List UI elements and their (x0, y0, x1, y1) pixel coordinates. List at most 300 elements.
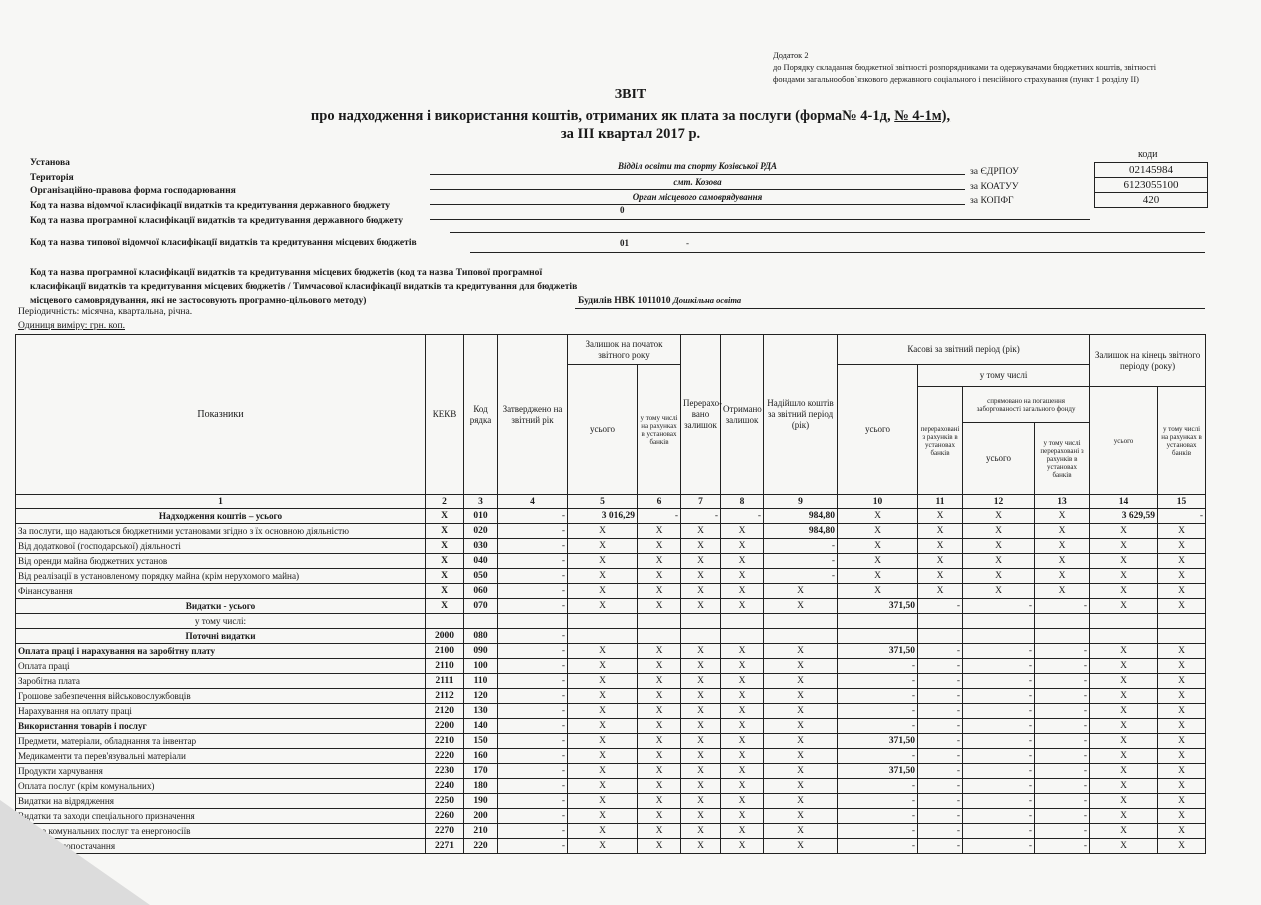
cell-c10: 371,50 (838, 644, 918, 659)
cell-c9: X (764, 734, 838, 749)
cell-c10: X (838, 569, 918, 584)
cell-c11: - (918, 779, 963, 794)
cell-c12: X (963, 584, 1035, 599)
cell-c11: X (918, 539, 963, 554)
table-body (16, 509, 1206, 854)
table-row (16, 779, 1206, 794)
cell-c7: X (681, 644, 721, 659)
institution-label: Установа (30, 157, 70, 168)
cell-c8: X (721, 749, 764, 764)
cell-c7: X (681, 524, 721, 539)
cell-c14: X (1090, 659, 1158, 674)
cell-c11: - (918, 764, 963, 779)
row-indicator-name: Оплата праці і нарахування на заробітну плату (16, 644, 426, 659)
cell-c13: X (1035, 569, 1090, 584)
legal-form-label: Організаційно-правова форма господарювання (30, 185, 236, 196)
cell-c5 (568, 614, 638, 629)
cell-c13 (1035, 629, 1090, 644)
report-table (15, 334, 1206, 854)
cell-c5: X (568, 659, 638, 674)
cell-code: 170 (464, 764, 498, 779)
row-indicator-name: Видатки та заходи спеціального призначення (16, 809, 426, 824)
koatuu-label: за КОАТУУ (970, 181, 1019, 192)
cell-code: 020 (464, 524, 498, 539)
cell-c7: X (681, 779, 721, 794)
cell-c6 (638, 629, 681, 644)
cell-c15: X (1158, 659, 1206, 674)
cell-kekv: X (426, 584, 464, 599)
cell-c12: - (963, 824, 1035, 839)
cell-code: 140 (464, 719, 498, 734)
cell-c14: X (1090, 824, 1158, 839)
cell-c13: - (1035, 674, 1090, 689)
cell-c8: X (721, 674, 764, 689)
cell-c14: X (1090, 674, 1158, 689)
cell-c5 (568, 629, 638, 644)
cell-c12: - (963, 689, 1035, 704)
cell-kekv: 2270 (426, 824, 464, 839)
cell-c9: X (764, 779, 838, 794)
cell-c6: X (638, 704, 681, 719)
cell-c12: - (963, 644, 1035, 659)
cell-c11: - (918, 719, 963, 734)
cell-c5: X (568, 824, 638, 839)
local-prog-name: Дошкільна освіта (672, 295, 742, 305)
col-approved: Затверджено на звітний рік (498, 335, 568, 495)
cell-c8: X (721, 794, 764, 809)
column-number: 8 (721, 495, 764, 509)
cell-c4: - (498, 569, 568, 584)
cell-c14: 3 629,59 (1090, 509, 1158, 524)
cell-c4: - (498, 584, 568, 599)
cell-kekv: 2260 (426, 809, 464, 824)
cell-kekv: 2271 (426, 839, 464, 854)
column-number: 1 (16, 495, 426, 509)
cell-c13: - (1035, 779, 1090, 794)
cell-c12: X (963, 509, 1035, 524)
cell-c6: X (638, 524, 681, 539)
column-number: 13 (1035, 495, 1090, 509)
table-row (16, 509, 1206, 524)
cell-c15: X (1158, 689, 1206, 704)
table-row (16, 584, 1206, 599)
cell-c8: X (721, 779, 764, 794)
cell-c15: X (1158, 764, 1206, 779)
cell-c7 (681, 629, 721, 644)
cell-c11 (918, 629, 963, 644)
cell-c15: X (1158, 734, 1206, 749)
cell-c6: X (638, 824, 681, 839)
cell-c10: - (838, 689, 918, 704)
cell-c15: X (1158, 749, 1206, 764)
cell-c13: - (1035, 809, 1090, 824)
cell-c6: X (638, 569, 681, 584)
cell-code: 130 (464, 704, 498, 719)
cell-c10: X (838, 539, 918, 554)
cell-c13: X (1035, 584, 1090, 599)
cell-c5: X (568, 764, 638, 779)
column-number: 3 (464, 495, 498, 509)
column-number: 15 (1158, 495, 1206, 509)
cell-c11: - (918, 749, 963, 764)
cell-c15: X (1158, 554, 1206, 569)
cell-c9: X (764, 764, 838, 779)
col-end-incl: у тому числі на рахунках в установах банків (1158, 387, 1206, 495)
cell-c4: - (498, 704, 568, 719)
kopfg-code: 420 (1094, 192, 1208, 208)
cell-c13: - (1035, 719, 1090, 734)
cell-c11: X (918, 584, 963, 599)
cell-c6: X (638, 539, 681, 554)
cell-kekv: 2112 (426, 689, 464, 704)
cell-c11: - (918, 839, 963, 854)
cell-c11: - (918, 674, 963, 689)
cell-c14 (1090, 614, 1158, 629)
table-row (16, 734, 1206, 749)
cell-c8: X (721, 764, 764, 779)
col-balance-end: Залишок на кінець звітного періоду (року) (1090, 335, 1206, 387)
row-indicator-name: Від реалізації в установленому порядку майна (крім нерухомого майна) (16, 569, 426, 584)
report-period: за III квартал 2017 р. (560, 126, 701, 142)
cell-c13: - (1035, 704, 1090, 719)
cell-c10: 371,50 (838, 764, 918, 779)
cell-c10: 371,50 (838, 734, 918, 749)
cell-c5: X (568, 644, 638, 659)
cell-c9 (764, 629, 838, 644)
cell-c4: - (498, 809, 568, 824)
row-indicator-name: Від оренди майна бюджетних установ (16, 554, 426, 569)
cell-c15: X (1158, 794, 1206, 809)
periodicity: Періодичність: місячна, квартальна, річна. (18, 306, 193, 317)
cell-c14: X (1090, 584, 1158, 599)
col-balance-start-total: усього (568, 365, 638, 495)
row-indicator-name: Оплата праці (16, 659, 426, 674)
table-row (16, 599, 1206, 614)
cell-code: 030 (464, 539, 498, 554)
cell-c11: X (918, 524, 963, 539)
cell-c6: X (638, 599, 681, 614)
cell-code: 100 (464, 659, 498, 674)
cell-c5: X (568, 794, 638, 809)
cell-code: 110 (464, 674, 498, 689)
cell-c6: X (638, 794, 681, 809)
folded-corner (0, 800, 150, 905)
cell-kekv: 2100 (426, 644, 464, 659)
cell-kekv: X (426, 524, 464, 539)
local-prog-label: Код та назва програмної класифікації видатків та кредитування місцевих бюджетів (код та назва Типової програмної класифікації видатків та кредитування місцевих бюджетів / Тимчасової класифікації видатків та кредитування для бюджетів місцевого самоврядування, які не застосовують програмно-цільового методу) (30, 267, 578, 306)
cell-c6: - (638, 509, 681, 524)
cell-c11: - (918, 734, 963, 749)
report-subtitle (0, 108, 1261, 125)
cell-c15: X (1158, 809, 1206, 824)
cell-c10: X (838, 509, 918, 524)
territory-value: смт. Козова (673, 177, 722, 187)
cell-c4: - (498, 719, 568, 734)
col-received: Отримано залишок (721, 335, 764, 495)
cell-c9: - (764, 554, 838, 569)
cell-c7 (681, 614, 721, 629)
cell-code: 060 (464, 584, 498, 599)
cell-kekv: 2220 (426, 749, 464, 764)
cell-c9: X (764, 599, 838, 614)
cell-c6: X (638, 839, 681, 854)
cell-c10: - (838, 749, 918, 764)
cell-c12: - (963, 809, 1035, 824)
legal-form-value: Орган місцевого самоврядування (632, 192, 763, 202)
cell-c5: X (568, 584, 638, 599)
cell-c12: - (963, 839, 1035, 854)
cell-kekv: X (426, 554, 464, 569)
table-row (16, 704, 1206, 719)
institution-underline (430, 174, 965, 175)
cell-c14: X (1090, 704, 1158, 719)
row-indicator-name: Поточні видатки (16, 629, 426, 644)
cell-c7: X (681, 659, 721, 674)
cell-c14 (1090, 629, 1158, 644)
typical-class-value: 01 (620, 238, 629, 248)
cell-c7: X (681, 584, 721, 599)
cell-c5: X (568, 719, 638, 734)
cell-c12 (963, 629, 1035, 644)
cell-kekv (426, 614, 464, 629)
cell-c8 (721, 629, 764, 644)
local-prog-value (578, 295, 741, 306)
col-transferred-bank: перераховані з рахунків в установах банків (918, 387, 963, 495)
cell-c14: X (1090, 689, 1158, 704)
cell-c9: X (764, 659, 838, 674)
report-title: ЗВІТ (614, 87, 647, 102)
col-balance-start: Залишок на початок звітного року (568, 335, 681, 365)
row-indicator-name: Грошове забезпечення військовослужбовців (16, 689, 426, 704)
cell-code: 010 (464, 509, 498, 524)
cell-c15: X (1158, 779, 1206, 794)
cell-kekv: 2250 (426, 794, 464, 809)
cell-c4: - (498, 509, 568, 524)
column-number: 11 (918, 495, 963, 509)
cell-code: 150 (464, 734, 498, 749)
cell-c13: X (1035, 509, 1090, 524)
cell-c11: - (918, 659, 963, 674)
cell-c13: - (1035, 824, 1090, 839)
cell-c13 (1035, 614, 1090, 629)
cell-c7: X (681, 824, 721, 839)
cell-c7: X (681, 749, 721, 764)
cell-c6: X (638, 809, 681, 824)
cell-c7: X (681, 569, 721, 584)
cell-c7: X (681, 554, 721, 569)
col-debt-repay: спрямовано на погашення заборгованості загального фонду (963, 387, 1090, 423)
cell-code: 090 (464, 644, 498, 659)
cell-c4: - (498, 839, 568, 854)
cell-c8: X (721, 524, 764, 539)
cell-code: 080 (464, 629, 498, 644)
table-row (16, 689, 1206, 704)
cell-c4: - (498, 749, 568, 764)
col-kekv: КЕКВ (426, 335, 464, 495)
cell-c14: X (1090, 794, 1158, 809)
cell-c5: X (568, 734, 638, 749)
row-indicator-name: у тому числі: (16, 614, 426, 629)
row-indicator-name: Оплата комунальних послуг та енергоносіїв (16, 824, 426, 839)
cell-c8: X (721, 689, 764, 704)
cell-c13: - (1035, 599, 1090, 614)
cell-c6: X (638, 749, 681, 764)
cell-c9: X (764, 644, 838, 659)
prog-class-label: Код та назва програмної класифікації видатків та кредитування державного бюджету (30, 215, 404, 226)
cell-c9: 984,80 (764, 509, 838, 524)
cell-c8: X (721, 839, 764, 854)
appendix-line-1: Додаток 2 (773, 51, 809, 60)
cell-c4: - (498, 644, 568, 659)
cell-c7: X (681, 809, 721, 824)
col-balance-start-incl: у тому числі на рахунках в установах банків (638, 365, 681, 495)
cell-c5: X (568, 689, 638, 704)
cell-c14: X (1090, 809, 1158, 824)
cell-c4: - (498, 824, 568, 839)
cell-c12: X (963, 524, 1035, 539)
cell-c4: - (498, 764, 568, 779)
row-indicator-name: Медикаменти та перев'язувальні матеріали (16, 749, 426, 764)
cell-c10: - (838, 839, 918, 854)
cell-c15: X (1158, 824, 1206, 839)
cell-c6: X (638, 659, 681, 674)
cell-c14: X (1090, 554, 1158, 569)
cell-c11: X (918, 569, 963, 584)
cell-kekv: 2210 (426, 734, 464, 749)
cell-c14: X (1090, 599, 1158, 614)
cell-c15: X (1158, 644, 1206, 659)
typical-class-label: Код та назва типової відомчої класифікації видатків та кредитування місцевих бюджетів (30, 237, 417, 248)
cell-c4: - (498, 779, 568, 794)
codes-heading: коди (1138, 149, 1158, 160)
cell-c9: X (764, 689, 838, 704)
cell-code (464, 614, 498, 629)
territory-underline (430, 189, 965, 190)
cell-c5: X (568, 704, 638, 719)
cell-c12: - (963, 659, 1035, 674)
cell-c4 (498, 614, 568, 629)
cell-c4: - (498, 599, 568, 614)
table-row (16, 644, 1206, 659)
cell-c10: - (838, 794, 918, 809)
row-indicator-name: Видатки на відрядження (16, 794, 426, 809)
cell-kekv: X (426, 539, 464, 554)
cell-c5: X (568, 839, 638, 854)
column-number: 12 (963, 495, 1035, 509)
cell-c14: X (1090, 539, 1158, 554)
table-row (16, 614, 1206, 629)
cell-c14: X (1090, 569, 1158, 584)
cell-c11: X (918, 554, 963, 569)
cell-c8: X (721, 599, 764, 614)
cell-c9: X (764, 704, 838, 719)
cell-c10: X (838, 554, 918, 569)
cell-c11: - (918, 824, 963, 839)
cell-c10 (838, 629, 918, 644)
row-indicator-name: Оплата послуг (крім комунальних) (16, 779, 426, 794)
cell-c10: 371,50 (838, 599, 918, 614)
cell-c10: - (838, 674, 918, 689)
cell-c9: X (764, 584, 838, 599)
cell-c10: X (838, 524, 918, 539)
row-indicator-name: Предмети, матеріали, обладнання та інвентар (16, 734, 426, 749)
institution-value: Відділ освіти та спорту Козівської РДА (617, 161, 778, 171)
table-row (16, 524, 1206, 539)
cell-c6: X (638, 734, 681, 749)
cell-c6: X (638, 674, 681, 689)
cell-c8: X (721, 554, 764, 569)
column-number: 4 (498, 495, 568, 509)
column-numbers-row (16, 495, 1206, 509)
cell-c13: - (1035, 644, 1090, 659)
cell-c11: - (918, 689, 963, 704)
cell-c6: X (638, 554, 681, 569)
cell-c12: X (963, 569, 1035, 584)
kopfg-label: за КОПФГ (970, 195, 1014, 206)
cell-c13: - (1035, 764, 1090, 779)
cell-c14: X (1090, 719, 1158, 734)
appendix-note (773, 50, 1233, 86)
row-indicator-name: Заробітна плата (16, 674, 426, 689)
cell-c8 (721, 614, 764, 629)
cell-kekv: 2000 (426, 629, 464, 644)
cell-c8: - (721, 509, 764, 524)
table-row (16, 749, 1206, 764)
cell-kekv: 2240 (426, 779, 464, 794)
cell-c11: - (918, 704, 963, 719)
cell-c15: X (1158, 839, 1206, 854)
col-debt-incl: у тому числі перераховані з рахунків в установах банків (1035, 423, 1090, 495)
cell-c13: - (1035, 659, 1090, 674)
dept-class-underline (430, 219, 1090, 220)
cell-c8: X (721, 569, 764, 584)
col-cash-incl: у тому числі (918, 365, 1090, 387)
cell-c7: X (681, 539, 721, 554)
cell-c4: - (498, 524, 568, 539)
row-indicator-name: Від додаткової (господарської) діяльності (16, 539, 426, 554)
cell-c10: - (838, 719, 918, 734)
row-indicator-name: Надходження коштів – усього (16, 509, 426, 524)
cell-c10: - (838, 659, 918, 674)
cell-c10: - (838, 809, 918, 824)
cell-c9: X (764, 674, 838, 689)
cell-c5: X (568, 539, 638, 554)
cell-c6: X (638, 764, 681, 779)
cell-c9: - (764, 539, 838, 554)
cell-c8: X (721, 719, 764, 734)
cell-c12: - (963, 674, 1035, 689)
cell-c4: - (498, 659, 568, 674)
table-row (16, 554, 1206, 569)
prog-class-underline (450, 232, 1205, 233)
dept-class-label: Код та назва відомчої класифікації видатків та кредитування державного бюджету (30, 200, 391, 211)
local-prog-underline (575, 308, 1205, 309)
cell-c7: X (681, 794, 721, 809)
typical-class-extra: - (686, 238, 689, 248)
table-row (16, 659, 1206, 674)
col-cash: Касові за звітний період (рік) (838, 335, 1090, 365)
cell-c9: 984,80 (764, 524, 838, 539)
col-debt-total: усього (963, 423, 1035, 495)
cell-c7: X (681, 674, 721, 689)
cell-c6: X (638, 719, 681, 734)
cell-kekv: X (426, 599, 464, 614)
cell-c5: X (568, 569, 638, 584)
cell-code: 050 (464, 569, 498, 584)
cell-c13: - (1035, 734, 1090, 749)
cell-c7: X (681, 839, 721, 854)
table-row (16, 539, 1206, 554)
